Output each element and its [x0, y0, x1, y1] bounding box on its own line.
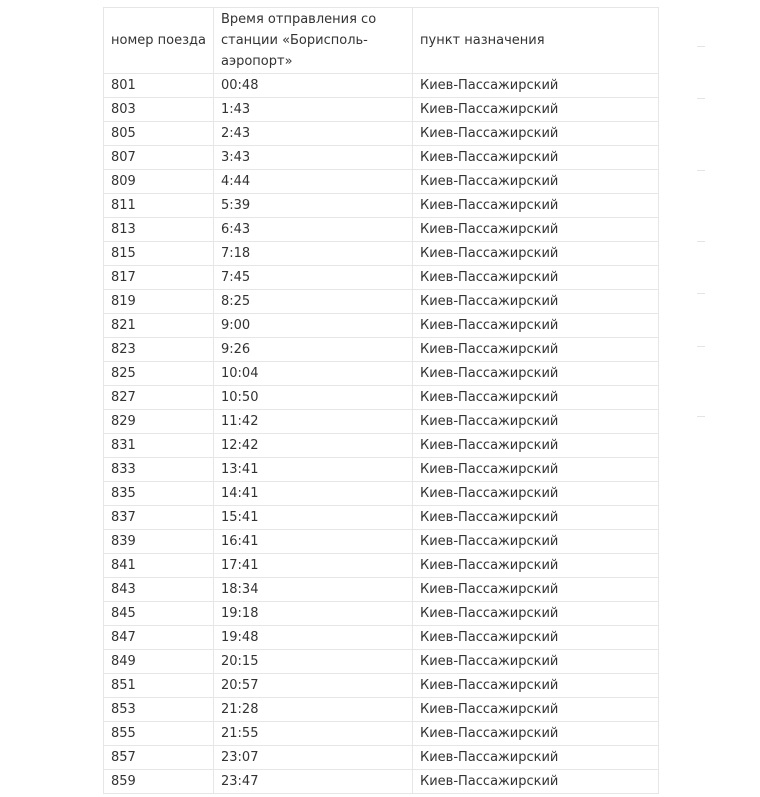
- table-row: [104, 458, 659, 482]
- cell-destination: Киев-Пассажирский: [413, 554, 659, 578]
- table-row: [104, 194, 659, 218]
- cell-train-number: 847: [104, 626, 214, 650]
- cell-departure-time: 2:43: [214, 122, 413, 146]
- cell-train-number: 821: [104, 314, 214, 338]
- train-schedule-table: [103, 7, 659, 794]
- cell-train-number: 839: [104, 530, 214, 554]
- table-row: [104, 698, 659, 722]
- cell-departure-time: 10:50: [214, 386, 413, 410]
- cell-departure-time: 20:15: [214, 650, 413, 674]
- edge-divider: [697, 293, 705, 294]
- cell-train-number: 827: [104, 386, 214, 410]
- cell-destination: Киев-Пассажирский: [413, 530, 659, 554]
- cell-train-number: 803: [104, 98, 214, 122]
- cell-destination: Киев-Пассажирский: [413, 146, 659, 170]
- cell-train-number: 841: [104, 554, 214, 578]
- cell-destination: Киев-Пассажирский: [413, 458, 659, 482]
- table-row: [104, 674, 659, 698]
- table-body: [104, 74, 659, 794]
- cell-departure-time: 3:43: [214, 146, 413, 170]
- table-row: [104, 242, 659, 266]
- edge-divider: [697, 416, 705, 417]
- table-row: [104, 626, 659, 650]
- table-row: [104, 170, 659, 194]
- cell-train-number: 831: [104, 434, 214, 458]
- cell-departure-time: 1:43: [214, 98, 413, 122]
- cell-destination: Киев-Пассажирский: [413, 362, 659, 386]
- cell-departure-time: 7:45: [214, 266, 413, 290]
- cell-departure-time: 5:39: [214, 194, 413, 218]
- table-row: [104, 218, 659, 242]
- edge-divider: [697, 46, 705, 47]
- table-row: [104, 746, 659, 770]
- cell-departure-time: 7:18: [214, 242, 413, 266]
- table-row: [104, 602, 659, 626]
- cell-destination: Киев-Пассажирский: [413, 98, 659, 122]
- cell-destination: Киев-Пассажирский: [413, 698, 659, 722]
- cell-train-number: 837: [104, 506, 214, 530]
- table-row: [104, 290, 659, 314]
- cell-destination: Киев-Пассажирский: [413, 650, 659, 674]
- cell-destination: Киев-Пассажирский: [413, 338, 659, 362]
- cell-departure-time: 6:43: [214, 218, 413, 242]
- cell-train-number: 829: [104, 410, 214, 434]
- cell-departure-time: 13:41: [214, 458, 413, 482]
- edge-divider: [697, 241, 705, 242]
- cell-train-number: 853: [104, 698, 214, 722]
- table-row: [104, 530, 659, 554]
- edge-divider: [697, 98, 705, 99]
- edge-divider: [697, 346, 705, 347]
- table-row: [104, 74, 659, 98]
- table-row: [104, 722, 659, 746]
- cell-departure-time: 23:07: [214, 746, 413, 770]
- cell-departure-time: 8:25: [214, 290, 413, 314]
- cell-departure-time: 11:42: [214, 410, 413, 434]
- table-row: [104, 578, 659, 602]
- cell-departure-time: 18:34: [214, 578, 413, 602]
- table-row: [104, 554, 659, 578]
- cell-departure-time: 12:42: [214, 434, 413, 458]
- cell-departure-time: 19:18: [214, 602, 413, 626]
- table-row: [104, 122, 659, 146]
- cell-train-number: 835: [104, 482, 214, 506]
- cell-destination: Киев-Пассажирский: [413, 626, 659, 650]
- cell-train-number: 801: [104, 74, 214, 98]
- cell-destination: Киев-Пассажирский: [413, 410, 659, 434]
- cell-departure-time: 20:57: [214, 674, 413, 698]
- cell-departure-time: 10:04: [214, 362, 413, 386]
- cell-train-number: 819: [104, 290, 214, 314]
- cell-destination: Киев-Пассажирский: [413, 218, 659, 242]
- cell-train-number: 851: [104, 674, 214, 698]
- cell-train-number: 817: [104, 266, 214, 290]
- cell-destination: Киев-Пассажирский: [413, 482, 659, 506]
- table-row: [104, 314, 659, 338]
- cell-train-number: 805: [104, 122, 214, 146]
- cell-departure-time: 21:28: [214, 698, 413, 722]
- cell-train-number: 859: [104, 770, 214, 794]
- cell-destination: Киев-Пассажирский: [413, 746, 659, 770]
- table-row: [104, 98, 659, 122]
- cell-departure-time: 14:41: [214, 482, 413, 506]
- table-row: [104, 410, 659, 434]
- cell-destination: Киев-Пассажирский: [413, 194, 659, 218]
- table-row: [104, 362, 659, 386]
- table-row: [104, 338, 659, 362]
- table-row: [104, 770, 659, 794]
- cell-train-number: 855: [104, 722, 214, 746]
- table-row: [104, 386, 659, 410]
- cell-train-number: 811: [104, 194, 214, 218]
- cell-train-number: 843: [104, 578, 214, 602]
- table-row: [104, 266, 659, 290]
- cell-train-number: 823: [104, 338, 214, 362]
- cell-departure-time: 4:44: [214, 170, 413, 194]
- table-row: [104, 434, 659, 458]
- table-row: [104, 506, 659, 530]
- table-row: [104, 482, 659, 506]
- cell-destination: Киев-Пассажирский: [413, 290, 659, 314]
- cell-destination: Киев-Пассажирский: [413, 578, 659, 602]
- table-header: [104, 8, 659, 74]
- cell-train-number: 825: [104, 362, 214, 386]
- cell-departure-time: 17:41: [214, 554, 413, 578]
- cell-train-number: 815: [104, 242, 214, 266]
- cell-destination: Киев-Пассажирский: [413, 506, 659, 530]
- cell-destination: Киев-Пассажирский: [413, 74, 659, 98]
- cell-train-number: 845: [104, 602, 214, 626]
- header-row: [104, 8, 659, 74]
- cell-departure-time: 16:41: [214, 530, 413, 554]
- table-row: [104, 146, 659, 170]
- cell-departure-time: 23:47: [214, 770, 413, 794]
- cell-destination: Киев-Пассажирский: [413, 170, 659, 194]
- cell-train-number: 807: [104, 146, 214, 170]
- header-train-number: номер поезда: [104, 8, 214, 74]
- cell-departure-time: 9:26: [214, 338, 413, 362]
- cell-destination: Киев-Пассажирский: [413, 266, 659, 290]
- cell-destination: Киев-Пассажирский: [413, 122, 659, 146]
- cell-departure-time: 19:48: [214, 626, 413, 650]
- edge-divider: [697, 170, 705, 171]
- cell-train-number: 849: [104, 650, 214, 674]
- cell-destination: Киев-Пассажирский: [413, 770, 659, 794]
- cell-departure-time: 21:55: [214, 722, 413, 746]
- cell-departure-time: 9:00: [214, 314, 413, 338]
- cell-destination: Киев-Пассажирский: [413, 314, 659, 338]
- cell-destination: Киев-Пассажирский: [413, 386, 659, 410]
- header-destination: пункт назначения: [413, 8, 659, 74]
- cell-departure-time: 15:41: [214, 506, 413, 530]
- cell-train-number: 857: [104, 746, 214, 770]
- cell-destination: Киев-Пассажирский: [413, 674, 659, 698]
- cell-destination: Киев-Пассажирский: [413, 722, 659, 746]
- cell-destination: Киев-Пассажирский: [413, 434, 659, 458]
- cell-destination: Киев-Пассажирский: [413, 602, 659, 626]
- header-departure-time: Время отправления со станции «Борисполь-аэропорт»: [214, 8, 413, 74]
- cell-destination: Киев-Пассажирский: [413, 242, 659, 266]
- cell-train-number: 809: [104, 170, 214, 194]
- cell-train-number: 833: [104, 458, 214, 482]
- cell-departure-time: 00:48: [214, 74, 413, 98]
- table-row: [104, 650, 659, 674]
- cell-train-number: 813: [104, 218, 214, 242]
